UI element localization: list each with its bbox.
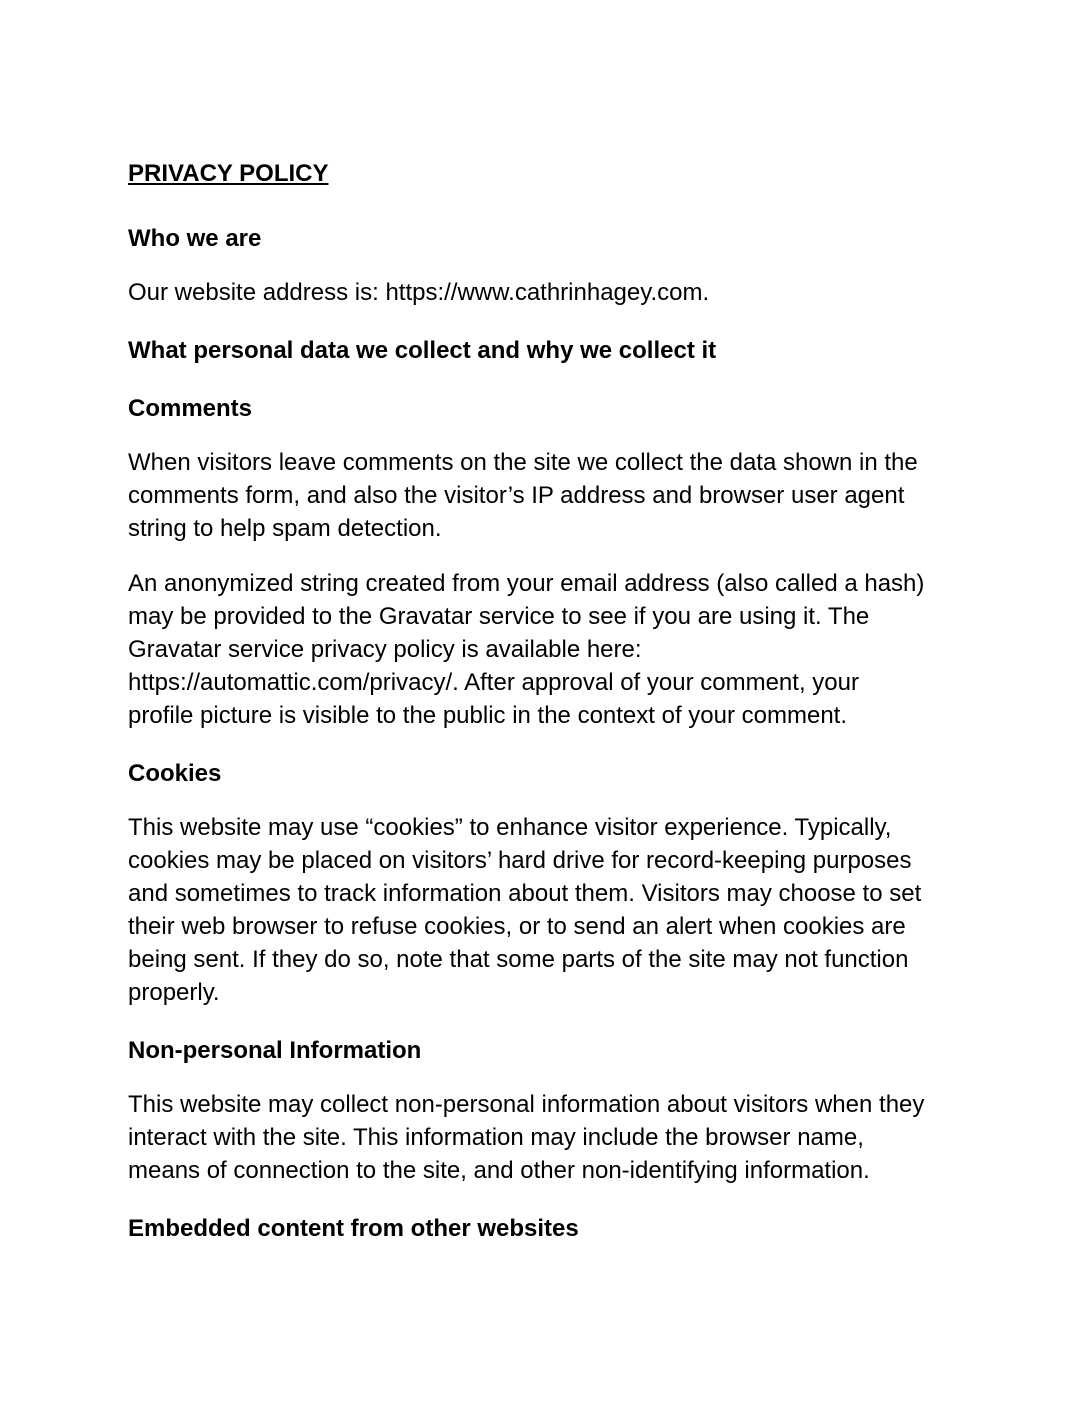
paragraph-gravatar — [128, 567, 968, 732]
text-line: cookies may be placed on visitors’ hard drive for record-keeping purposes — [128, 847, 912, 874]
heading-who-we-are: Who we are — [128, 225, 262, 252]
document-content — [128, 157, 968, 1245]
heading-comments: Comments — [128, 395, 253, 422]
text-line: profile picture is visible to the public in the context of your comment. — [128, 702, 848, 729]
text-line: being sent. If they do so, note that some parts of the site may not function — [128, 946, 909, 973]
text-line: means of connection to the site, and other non-identifying information. — [128, 1157, 870, 1184]
text-line: Gravatar service privacy policy is available here: — [128, 636, 642, 663]
heading-embedded-content: Embedded content from other websites — [128, 1215, 579, 1242]
document-title: PRIVACY POLICY — [128, 160, 329, 187]
text-line: https://automattic.com/privacy/. After approval of your comment, your — [128, 669, 859, 696]
paragraph-comments-data — [128, 446, 968, 545]
heading-cookies: Cookies — [128, 760, 222, 787]
paragraph-website-address: Our website address is: https://www.cathrinhagey.com. — [128, 279, 710, 306]
heading-non-personal: Non-personal Information — [128, 1037, 422, 1064]
paragraph-non-personal — [128, 1088, 968, 1187]
text-line: properly. — [128, 979, 220, 1006]
text-line: This website may use “cookies” to enhance visitor experience. Typically, — [128, 814, 892, 841]
paragraph-cookies — [128, 811, 968, 1009]
text-line: An anonymized string created from your email address (also called a hash) — [128, 570, 925, 597]
text-line: comments form, and also the visitor’s IP address and browser user agent — [128, 482, 905, 509]
text-line: and sometimes to track information about them. Visitors may choose to set — [128, 880, 922, 907]
text-line: may be provided to the Gravatar service to see if you are using it. The — [128, 603, 870, 630]
text-line: This website may collect non-personal information about visitors when they — [128, 1091, 925, 1118]
heading-personal-data: What personal data we collect and why we collect it — [128, 337, 717, 364]
text-line: their web browser to refuse cookies, or to send an alert when cookies are — [128, 913, 906, 940]
text-line: When visitors leave comments on the site we collect the data shown in the — [128, 449, 918, 476]
text-line: interact with the site. This information may include the browser name, — [128, 1124, 864, 1151]
text-line: string to help spam detection. — [128, 515, 442, 542]
